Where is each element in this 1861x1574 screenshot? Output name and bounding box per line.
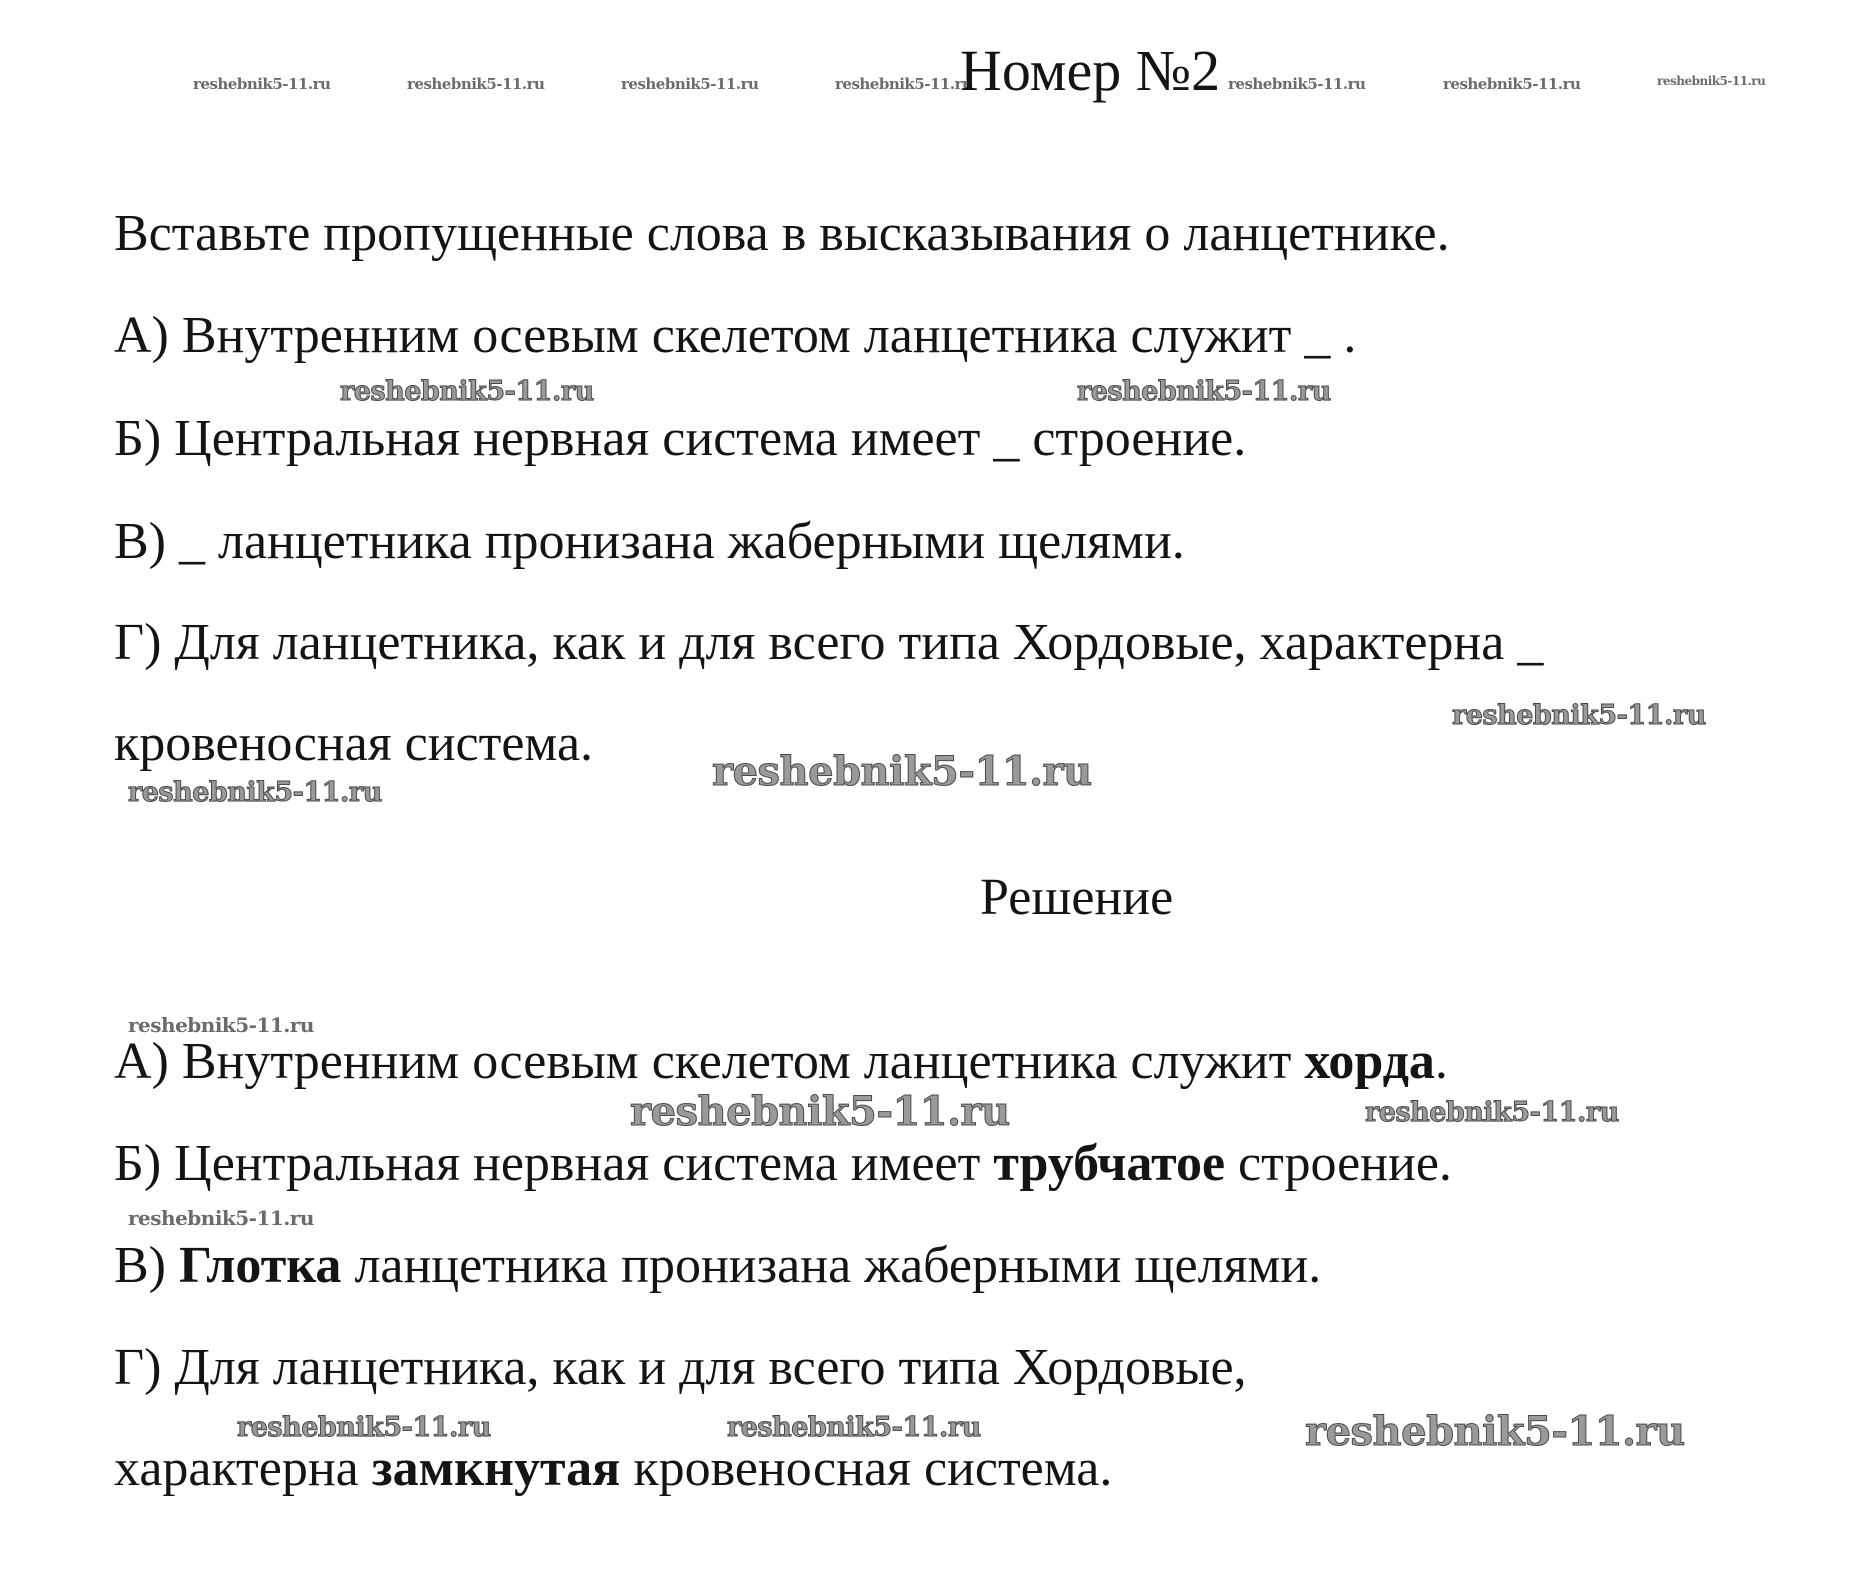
answer-term: хорда (1304, 1033, 1435, 1090)
watermark: reshebnik5-11.ru (835, 75, 973, 93)
watermark: reshebnik5-11.ru (128, 1013, 314, 1037)
solution-text: характерна (114, 1440, 372, 1497)
task-item-a: А) Внутренним осевым скелетом ланцетника служит _ . (114, 307, 1357, 364)
watermark: reshebnik5-11.ru (727, 1412, 981, 1443)
page-title: Номер №2 (960, 38, 1221, 103)
watermark: reshebnik5-11.ru (1077, 376, 1331, 407)
watermark: reshebnik5-11.ru (1657, 74, 1766, 88)
watermark: reshebnik5-11.ru (340, 376, 594, 407)
answer-term: Глотка (179, 1237, 342, 1294)
watermark: reshebnik5-11.ru (712, 748, 1092, 795)
task-item-b: Б) Центральная нервная система имеет _ строение. (114, 410, 1247, 467)
answer-term: трубчатое (993, 1135, 1226, 1192)
solution-text: . (1434, 1033, 1448, 1090)
watermark: reshebnik5-11.ru (1228, 75, 1366, 93)
watermark: reshebnik5-11.ru (621, 75, 759, 93)
watermark: reshebnik5-11.ru (128, 777, 382, 808)
solution-item-c (114, 1237, 1322, 1294)
task-prompt: Вставьте пропущенные слова в высказывания о ланцетнике. (114, 205, 1450, 262)
watermark: reshebnik5-11.ru (1443, 75, 1581, 93)
watermark: reshebnik5-11.ru (407, 75, 545, 93)
watermark: reshebnik5-11.ru (1305, 1408, 1685, 1455)
solution-text: В) (114, 1237, 179, 1294)
answer-term: замкнутая (371, 1440, 621, 1497)
watermark: reshebnik5-11.ru (237, 1412, 491, 1443)
watermark: reshebnik5-11.ru (1452, 700, 1706, 731)
watermark: reshebnik5-11.ru (193, 75, 331, 93)
solution-heading: Решение (980, 869, 1174, 926)
task-item-d-line1: Г) Для ланцетника, как и для всего типа Хордовые, характерна _ (114, 614, 1544, 671)
watermark: reshebnik5-11.ru (1365, 1097, 1619, 1128)
solution-item-d-line1: Г) Для ланцетника, как и для всего типа Хордовые, (114, 1339, 1247, 1396)
solution-item-d-line2 (114, 1440, 1113, 1497)
solution-text: ланцетника пронизана жаберными щелями. (341, 1237, 1322, 1294)
watermark: reshebnik5-11.ru (128, 1206, 314, 1230)
task-item-d-line2: кровеносная система. (114, 715, 594, 772)
watermark: reshebnik5-11.ru (630, 1088, 1010, 1135)
solution-text: строение. (1225, 1135, 1452, 1192)
solution-item-b (114, 1135, 1452, 1192)
task-item-c: В) _ ланцетника пронизана жаберными щелями. (114, 513, 1185, 570)
solution-text: кровеносная система. (620, 1440, 1113, 1497)
solution-text: А) Внутренним осевым скелетом ланцетника служит (114, 1033, 1305, 1090)
solution-item-a (114, 1033, 1448, 1090)
solution-text: Б) Центральная нервная система имеет (114, 1135, 994, 1192)
